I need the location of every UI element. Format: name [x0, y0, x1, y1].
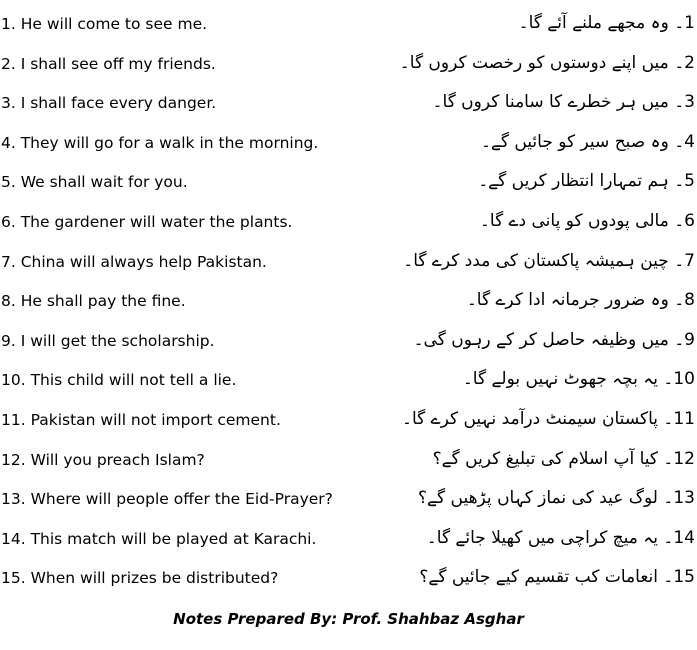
sentence-row — [0, 5, 697, 45]
sentence-row — [0, 322, 697, 362]
sentence-row — [0, 401, 697, 441]
english-sentence: 9. I will get the scholarship. — [1, 331, 215, 350]
english-sentence: 11. Pakistan will not import cement. — [1, 410, 281, 429]
sentence-row — [0, 441, 697, 481]
urdu-sentence: 7۔ چین ہمیشہ پاکستان کی مدد کرے گا۔ — [403, 250, 695, 271]
sentence-row — [0, 480, 697, 520]
urdu-sentence: 12۔ کیا آپ اسلام کی تبلیغ کریں گے؟ — [432, 448, 695, 469]
urdu-sentence: 5۔ ہم تمہارا انتظار کریں گے۔ — [478, 171, 695, 192]
urdu-sentence: 15۔ انعامات کب تقسیم کیے جائیں گے؟ — [419, 567, 695, 588]
english-sentence: 8. He shall pay the fine. — [1, 292, 186, 311]
english-sentence: 2. I shall see off my friends. — [1, 54, 216, 73]
english-sentence: 1. He will come to see me. — [1, 15, 208, 33]
sentence-row — [0, 124, 697, 164]
sentence-row — [0, 84, 697, 124]
sentence-row — [0, 520, 697, 560]
sentence-row — [0, 45, 697, 85]
english-sentence: 4. They will go for a walk in the morning. — [1, 133, 319, 152]
english-sentence: 3. I shall face every danger. — [1, 94, 217, 113]
english-sentence: 13. Where will people offer the Eid-Prayer? — [1, 490, 333, 509]
english-sentence: 12. Will you preach Islam? — [1, 450, 205, 469]
urdu-sentence: 13۔ لوگ عید کی نماز کہاں پڑھیں گے؟ — [418, 488, 695, 509]
english-sentence: 6. The gardener will water the plants. — [1, 212, 293, 231]
sentence-row — [0, 282, 697, 322]
sentence-row — [0, 243, 697, 283]
english-sentence: 10. This child will not tell a lie. — [1, 371, 237, 390]
sentence-row — [0, 361, 697, 401]
english-sentence: 14. This match will be played at Karachi. — [1, 529, 317, 548]
urdu-sentence: 1۔ وہ مجھے ملنے آئے گا۔ — [518, 13, 695, 33]
urdu-sentence: 6۔ مالی پودوں کو پانی دے گا۔ — [479, 210, 695, 231]
urdu-sentence: 14۔ یہ میچ کراچی میں کھیلا جائے گا۔ — [426, 527, 695, 548]
sentence-row — [0, 559, 697, 599]
author-credit: Notes Prepared By: Prof. Shahbaz Asghar — [173, 610, 524, 628]
sentence-list — [0, 5, 697, 599]
english-sentence: 15. When will prizes be distributed? — [1, 569, 279, 588]
english-sentence: 5. We shall wait for you. — [1, 173, 188, 192]
sentence-row — [0, 203, 697, 243]
urdu-sentence: 3۔ میں ہر خطرے کا سامنا کروں گا۔ — [432, 92, 695, 113]
urdu-sentence: 2۔ میں اپنے دوستوں کو رخصت کروں گا۔ — [399, 52, 695, 73]
urdu-sentence: 9۔ میں وظیفہ حاصل کر کے رہوں گی۔ — [413, 329, 695, 350]
sentence-row — [0, 163, 697, 203]
urdu-sentence: 11۔ پاکستان سیمنٹ درآمد نہیں کرے گا۔ — [402, 408, 695, 429]
urdu-sentence: 8۔ وہ ضرور جرمانہ ادا کرے گا۔ — [466, 290, 695, 311]
english-sentence: 7. China will always help Pakistan. — [1, 252, 267, 271]
urdu-sentence: 4۔ وہ صبح سیر کو جائیں گے۔ — [480, 131, 695, 152]
urdu-sentence: 10۔ یہ بچہ جھوٹ نہیں بولے گا۔ — [462, 369, 695, 390]
